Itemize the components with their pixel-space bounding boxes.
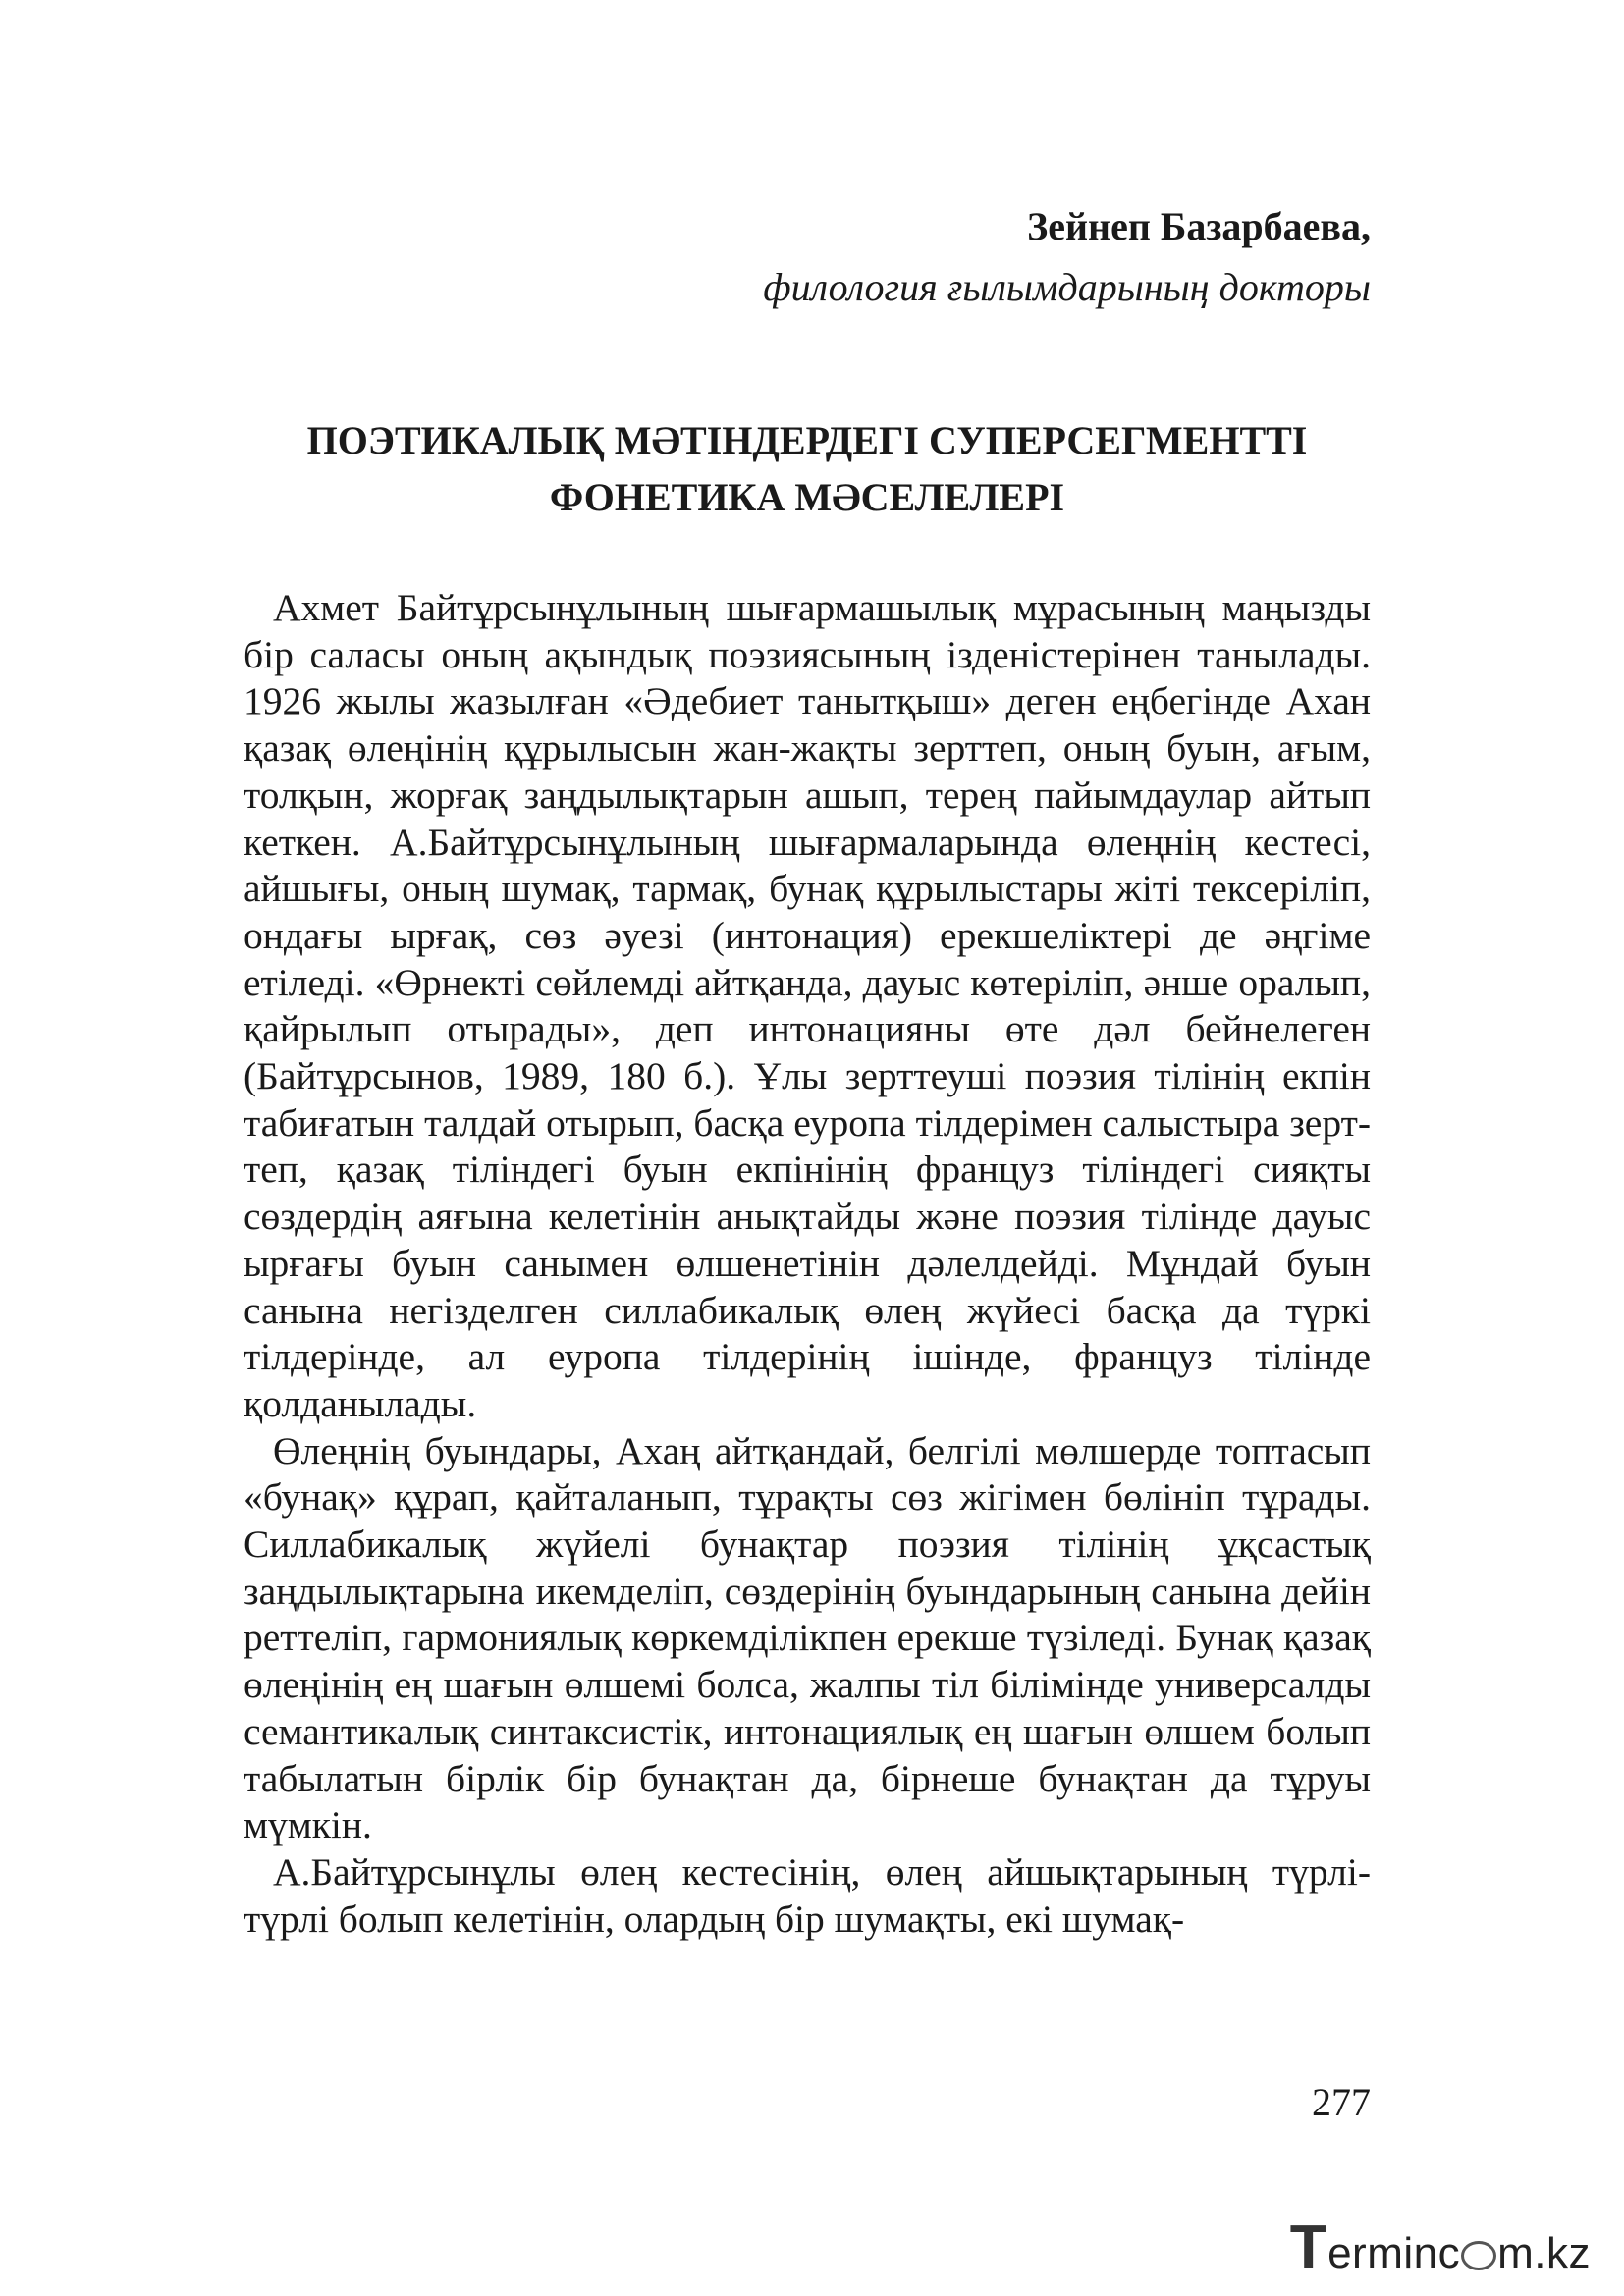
- watermark-text-part-2: m.kz: [1497, 2229, 1591, 2277]
- paragraph-3: А.Байтұрсынұлы өлең кестесінің, өлең айшықтарының түрлі-түрлі болып келетінін, олардың бір шумақты, екі шумақ-: [244, 1849, 1371, 1941]
- paragraph-2: Өлеңнің буындары, Ахаң айтқандай, белгілі мөлшерде топтасып «бунақ» құрап, қайталанып, тұрақты сөз жігімен бөлініп тұрады. Силлабикалық жүйелі бунақтар поэзия тілінің ұқсастық заңдылықтарына икемделіп, сөздерінің буындарының санына дейін реттеліп, гармониялық көркемділікпен ерекше түзіледі. Бунақ қазақ өлеңінің ең шағын өлшемі болса, жалпы тіл білімінде универсалды семантикалық синтаксистік, интонациялық ең шағын өлшем болып табылатын бірлік бір бунақтан да, бірнеше бунақтан да тұруы мүмкін.: [244, 1428, 1371, 1847]
- article-title: [244, 412, 1371, 526]
- document-page: [244, 196, 1371, 1943]
- page-number: 277: [1312, 2080, 1371, 2124]
- paragraph-1: Ахмет Байтұрсынұлының шығармашылық мұрасының маңызды бір саласы оның ақындық поэзиясының ізденістерінен танылады. 1926 жылы жазылған «Әдебиет танытқыш» деген еңбегінде Ахан қазақ өлеңінің құрылысын жан-жақты зерттеп, оның буын, ағым, толқын, жорғақ заңдылықтарын ашып, терең пайымдаулар айтып кеткен. А.Байтұрсынұлының шығармаларында өлеңнің кестесі, айшығы, оның шумақ, тармақ, бунақ құрылыстары жіті тексеріліп, ондағы ырғақ, сөз әуезі (интонация) ерекшеліктері де әңгіме етіледі. «Өрнекті сөйлемді айтқанда, дауыс көтеріліп, әнше оралып, қайрылып отырады», деп интонацияны өте дәл бейнелеген (Байтұрсынов, 1989, 180 б.). Ұлы зерттеуші поэзия тілінің екпін табиғатын талдай отырып, басқа еуропа тілдерімен салыстыра зерттеп, қазақ тіліндегі буын екпінінің француз тіліндегі сияқты сөздердің аяғына келетінін анықтайды және поэзия тілінде дауыс ырғағы буын санымен өлшенетінін дәлелдейді. Мұндай буын санына негізделген силлабикалық өлең жүйесі басқа да түркі тілдерінде, ал еуропа тілдерінің ішінде, француз тілінде қолданылады.: [244, 586, 1371, 1425]
- article-title-line-1: ПОЭТИКАЛЫҚ МӘТІНДЕРДЕГІ СУПЕРСЕГМЕНТТІ: [306, 418, 1308, 462]
- article-title-line-2: ФОНЕТИКА МӘСЕЛЕЛЕРІ: [549, 475, 1065, 519]
- watermark-letter-t: T: [1289, 2214, 1328, 2281]
- author-block: [244, 196, 1371, 318]
- author-degree: филология ғылымдарының докторы: [763, 265, 1371, 309]
- termincom-watermark: [1289, 2214, 1591, 2281]
- watermark-text-part-1: erminc: [1327, 2229, 1461, 2277]
- article-body: [244, 585, 1371, 1943]
- watermark-o-circle-icon: [1461, 2241, 1496, 2270]
- author-name: Зейнеп Базарбаева,: [1027, 204, 1371, 248]
